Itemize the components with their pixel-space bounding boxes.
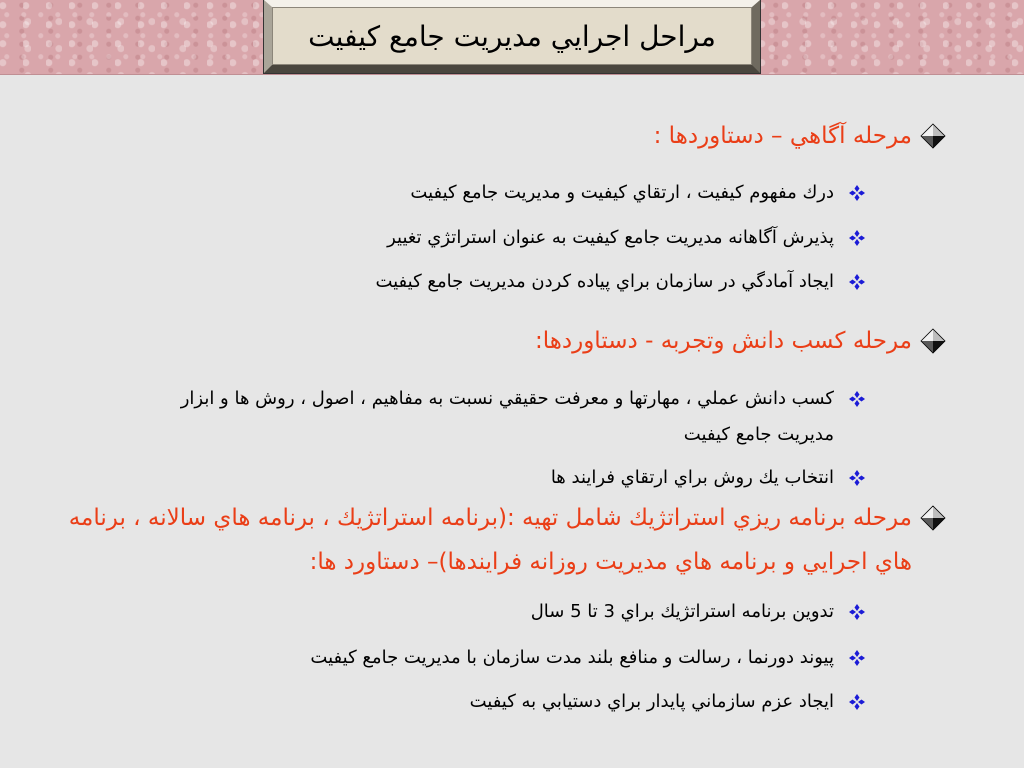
four-diamond-bullet-icon <box>848 693 866 711</box>
list-item: پيوند دورنما ، رسالت و منافع بلند مدت سازمان با مديريت جامع كيفيت <box>310 647 834 668</box>
four-diamond-bullet-icon <box>848 649 866 667</box>
diamond-3d-icon <box>920 328 946 354</box>
four-diamond-bullet-icon <box>848 184 866 202</box>
diamond-3d-icon <box>920 505 946 531</box>
diamond-3d-icon <box>920 123 946 149</box>
list-item: درك مفهوم كيفيت ، ارتقاي كيفيت و مديريت جامع كيفيت <box>410 182 834 203</box>
four-diamond-bullet-icon <box>848 469 866 487</box>
four-diamond-bullet-icon <box>848 229 866 247</box>
four-diamond-bullet-icon <box>848 390 866 408</box>
list-item: كسب دانش عملي ، مهارتها و معرفت حقيقي نسبت به مفاهيم ، اصول ، روش ها و ابزار مديريت جامع كيفيت <box>180 388 834 445</box>
list-item: ايجاد آمادگي در سازمان براي پياده كردن مديريت جامع كيفيت <box>375 271 834 292</box>
page-title: مراحل اجرايي مديريت جامع كيفيت <box>308 19 716 53</box>
section-heading-knowledge: مرحله كسب دانش وتجربه - دستاوردها: <box>534 328 912 354</box>
four-diamond-bullet-icon <box>848 603 866 621</box>
section-heading-planning-line2: هاي اجرايي و برنامه هاي مديريت روزانه فرايندها)– دستاورد ها: <box>309 549 912 575</box>
list-item: تدوين برنامه استراتژيك براي 3 تا 5 سال <box>530 601 834 622</box>
four-diamond-bullet-icon <box>848 273 866 291</box>
list-item: انتخاب يك روش براي ارتقاي فرايند ها <box>550 467 834 488</box>
list-item: پذيرش آگاهانه مديريت جامع كيفيت به عنوان استراتژي تغيير <box>387 227 834 248</box>
section-heading-awareness: مرحله آگاهي – دستاوردها : <box>653 123 912 149</box>
section-heading-planning-line1: مرحله برنامه ريزي استراتژيك شامل تهيه :(برنامه استراتژيك ، برنامه هاي سالانه ، برنامه <box>68 505 912 531</box>
list-item: ايجاد عزم سازماني پايدار براي دستيابي به كيفيت <box>469 691 834 712</box>
